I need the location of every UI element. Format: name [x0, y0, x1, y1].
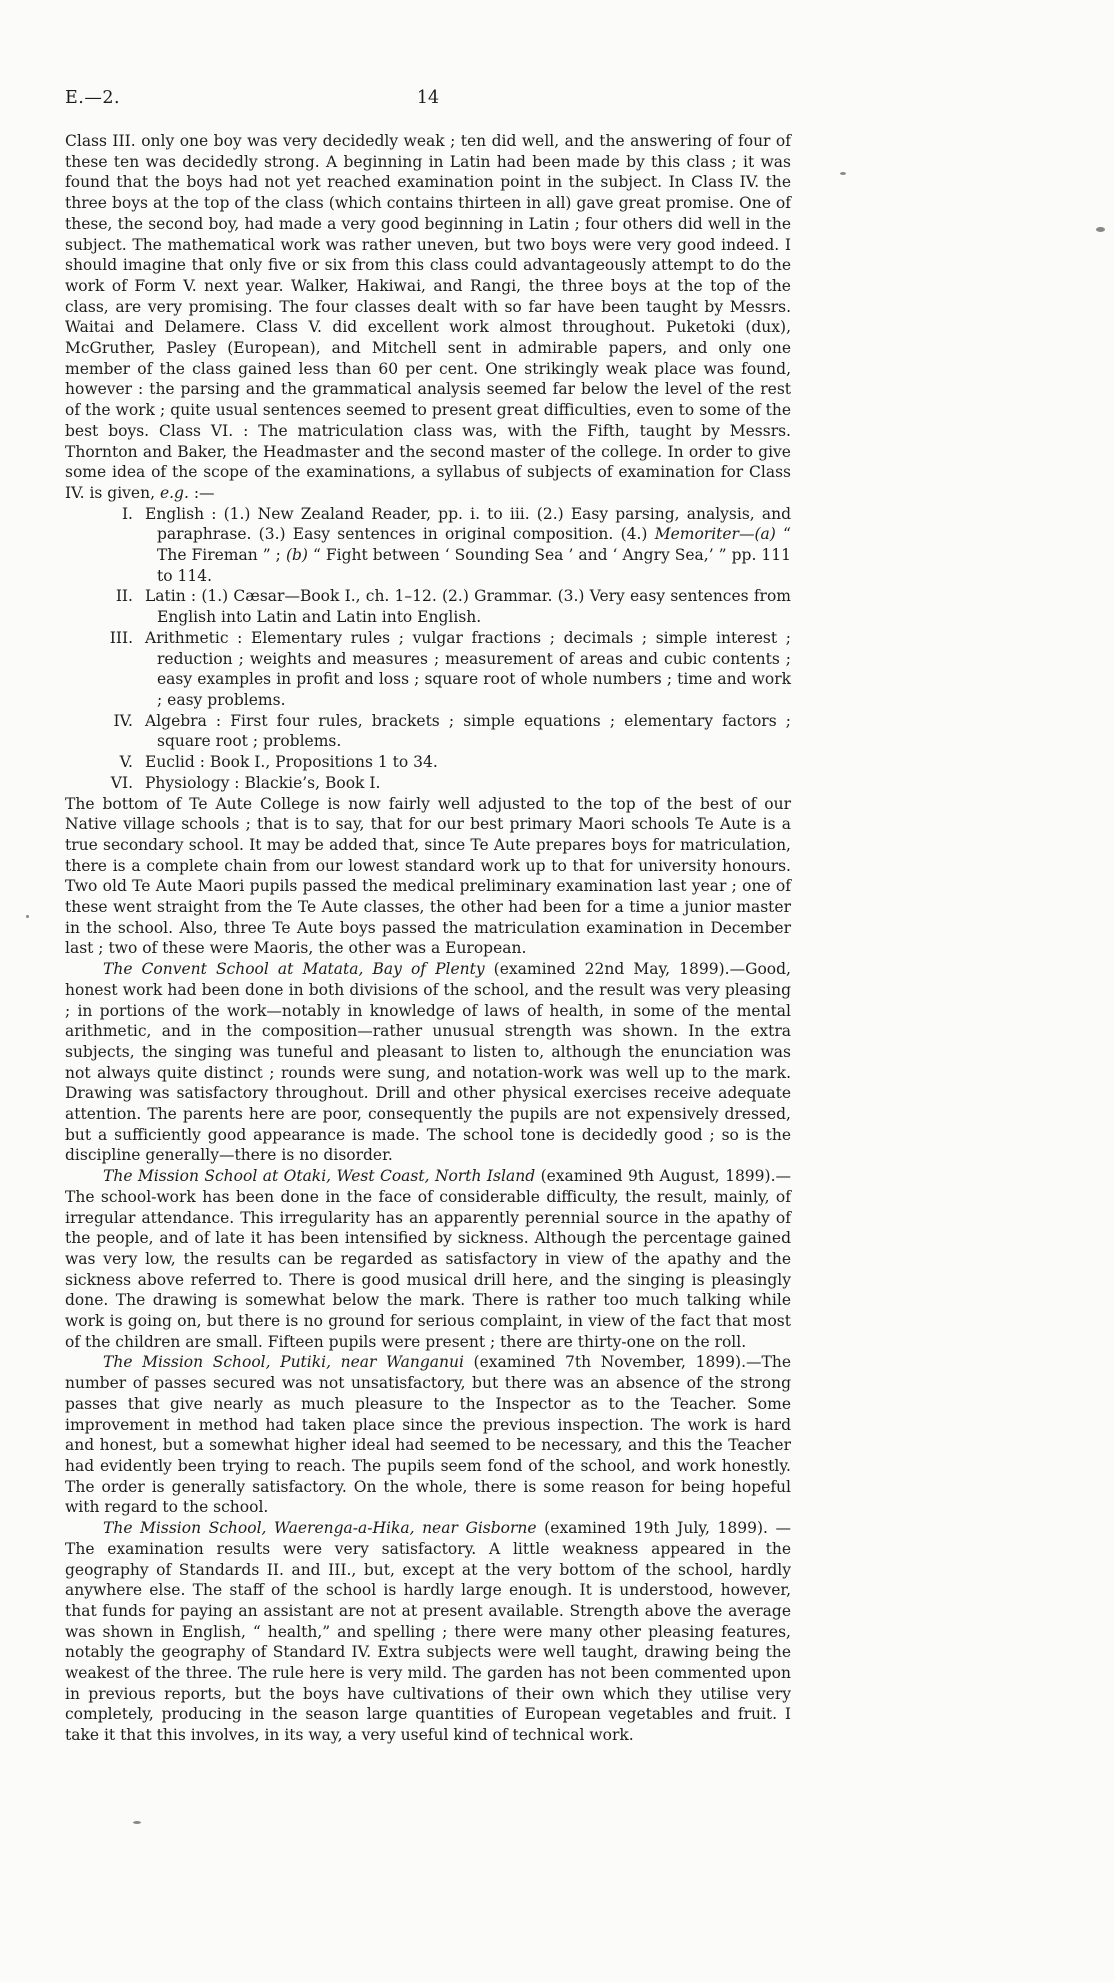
scan-speck [1096, 227, 1105, 232]
text: The bottom of Te Aute College is now fairly well adjusted to the top of the best of our Native village schools ; that is to say, that for our best primary Maori schools Te Aute is a true secondary school. It may be added that, since Te Aute prepares boys for matriculation, there is a complete chain from our lowest standard work up to that for university honours. Two old Te Aute Maori pupils passed the medical preliminary examination last year ; one of these went straight from the Te Aute classes, the other had been for a time a junior master in the school. Also, three Te Aute boys passed the matriculation examination in December last ; two of these were Maoris, the other was a European. [65, 794, 791, 958]
document-content [65, 131, 791, 1746]
page-header [65, 88, 791, 114]
syllabus-item [65, 711, 791, 752]
paragraph [65, 1166, 791, 1352]
text: (examined 7th November, 1899).—The number of passes secured was not unsatisfactory, but there was an absence of the strong passes that give nearly as much pleasure to the Inspector as to the Teacher. Some improvement in method had taken place since the previous inspection. The work is hard and honest, but a somewhat higher ideal had seemed to be necessary, and this the Teacher had evidently been trying to reach. The pupils seem fond of the school, and work honestly. The order is generally satisfactory. On the whole, there is some reason for being hopeful with regard to the school. [65, 1353, 791, 1517]
syllabus-numeral: IV. [113, 711, 133, 730]
syllabus-text [145, 774, 380, 792]
syllabus-numeral: I. [121, 504, 133, 523]
italic-text: The Mission School at Otaki, West Coast, North Island [103, 1167, 536, 1186]
paragraph [65, 959, 791, 1166]
syllabus-text [145, 629, 791, 709]
body-text [65, 131, 791, 1746]
text: (examined 22nd May, 1899).—Good, honest work had been done in both divisions of the school, and the result was very pleasing ; in portions of the work—notably in knowledge of laws of health, in some of the mental arithmetic, and in the composition—rather unusual strength was shown. In the extra subjects, the singing was tuneful and pleasant to listen to, although the enunciation was not always quite distinct ; rounds were sung, and notation-work was well up to the mark. Drawing was satisfactory throughout. Drill and other physical exercises receive adequate attention. The parents here are poor, consequently the pupils are not expensively dressed, but a sufficiently good appearance is made. The school tone is decidedly good ; so is the discipline generally—there is no disorder. [65, 960, 791, 1165]
text: Latin : (1.) Cæsar—Book I., ch. 1–12. (2.) Grammar. (3.) Very easy sentences from English into Latin and Latin into English. [145, 587, 791, 627]
syllabus-text [145, 753, 438, 771]
syllabus-text [145, 712, 791, 751]
text: :— [188, 483, 215, 502]
paragraph [65, 794, 791, 960]
text: Class III. only one boy was very decidedly weak ; ten did well, and the answering of four of these ten was decidedly strong. A beginning in Latin had been made by this class ; it was found that the boys had not yet reached examination point in the subject. In Class IV. the three boys at the top of the class (which contains thirteen in all) gave great promise. One of these, the second boy, had made a very good beginning in Latin ; four others did well in the subject. The mathematical work was rather uneven, but two boys were very good indeed. I should imagine that only five or six from this class could advantageously attempt to do the work of Form V. next year. Walker, Hakiwai, and Rangi, the three boys at the top of the class, are very promising. The four classes dealt with so far have been taught by Messrs. Waitai and Delamere. Class V. did excellent work almost throughout. Puketoki (dux), McGruther, Pasley (European), and Mitchell sent in admirable papers, and only one member of the class gained less than 60 per cent. One strikingly weak place was found, however : the parsing and the grammatical analysis seemed far below the level of the rest of the work ; quite usual sentences seemed to present great difficulties, even to some of the best boys. Class VI. : The matriculation class was, with the Fifth, taught by Messrs. Thornton and Baker, the Headmaster and the second master of the college. In order to give some idea of the scope of the examinations, a syllabus of subjects of examination for Class IV. is given, [65, 132, 791, 502]
document-reference: E.—2. [65, 88, 121, 108]
italic-text: The Mission School, Waerenga-a-Hika, near Gisborne [103, 1519, 537, 1538]
italic-text: e.g. [159, 483, 189, 502]
syllabus-numeral: II. [115, 587, 133, 606]
text: Algebra : First four rules, brackets ; simple equations ; elementary factors ; square root ; problems. [145, 711, 791, 751]
scan-speck [133, 1821, 141, 1824]
paragraph [65, 1352, 791, 1518]
text: Physiology : Blackie’s, Book I. [145, 773, 381, 792]
italic-text: The Convent School at Matata, Bay of Plenty [103, 960, 485, 979]
italic-text: The Mission School, Putiki, near Wanganui [103, 1353, 464, 1372]
scan-speck [26, 915, 29, 918]
syllabus-item [65, 504, 791, 587]
text: Arithmetic : Elementary rules ; vulgar fractions ; decimals ; simple interest ; reduction ; weights and measures ; measurement of areas and cubic contents ; easy examples in profit and loss ; square root of whole numbers ; time and work ; easy problems. [145, 628, 791, 709]
syllabus-numeral: VI. [110, 773, 133, 792]
text: English : (1.) New Zealand Reader, pp. i. to iii. (2.) Easy parsing, analysis, and paraphrase. (3.) Easy sentences in original composition. (4.) [145, 504, 791, 544]
text: “ Fight between ‘ Sounding Sea ’ and ‘ Angry Sea,’ ” pp. 111 to 114. [157, 546, 791, 585]
text: (examined 19th July, 1899). — The examination results were very satisfactory. A little weakness appeared in the geography of Standards II. and III., but, except at the very bottom of the school, hardly anywhere else. The staff of the school is hardly large enough. It is understood, however, that funds for paying an assistant are not at present available. Strength above the average was shown in English, “ health,” and spelling ; there were many other pleasing features, notably the geography of Standard IV. Extra subjects were well taught, drawing being the weakest of the three. The rule here is very mild. The garden has not been commented upon in previous reports, but the boys have cultivations of their own which they utilise very completely, producing in the season large quantities of European vegetables and fruit. I take it that this involves, in its way, a very useful kind of technical work. [65, 1519, 791, 1745]
text: “ The Fireman ” ; [157, 525, 791, 565]
paragraph [65, 1518, 791, 1746]
italic-text: Memoriter—(a) [654, 525, 776, 544]
syllabus-numeral: V. [119, 753, 133, 772]
page-number: 14 [416, 88, 440, 108]
syllabus-numeral: III. [109, 628, 133, 647]
syllabus-list [65, 504, 791, 794]
text: (examined 9th August, 1899).—The school-work has been done in the face of considerable difficulty, the result, mainly, of irregular attendance. This irregularity has an apparently perennial source in the apathy of the people, and of late it has been intensified by sickness. Although the percentage gained was very low, the results can be regarded as satisfactory in view of the apathy and the sickness above referred to. There is good musical drill here, and the singing is pleasingly done. The drawing is somewhat below the mark. There is rather too much talking while work is going on, but there is no ground for serious complaint, in view of the fact that most of the children are small. Fifteen pupils were present ; there are thirty-one on the roll. [65, 1167, 792, 1351]
syllabus-item [65, 752, 791, 773]
syllabus-item [65, 586, 791, 627]
syllabus-text [145, 505, 791, 585]
scan-speck [840, 172, 846, 175]
paragraph [65, 131, 791, 504]
italic-text: (b) [285, 546, 308, 565]
text: Euclid : Book I., Propositions 1 to 34. [145, 753, 438, 772]
syllabus-text [145, 587, 791, 626]
syllabus-item [65, 773, 791, 794]
syllabus-item [65, 628, 791, 711]
